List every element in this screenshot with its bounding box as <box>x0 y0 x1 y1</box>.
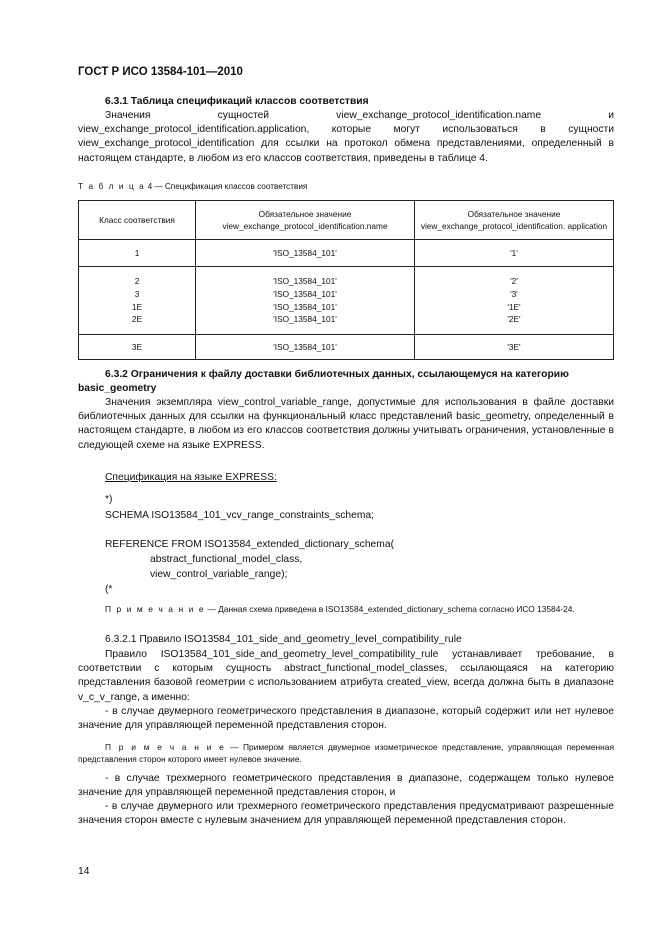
conformance-class-table <box>78 200 614 360</box>
header-application-value <box>415 201 614 240</box>
cell-name: 'ISO_13584_101' <box>273 314 337 325</box>
cell-name: 'ISO_13584_101' <box>273 301 337 312</box>
note-2 <box>78 741 614 765</box>
cell-app: '3' <box>510 288 518 299</box>
express-line: view_control_variable_range); <box>150 569 288 580</box>
cell-class: 2 <box>134 275 140 286</box>
section-6-3-2-paragraph: Значения экземпляра view_control_variable_range, допустимые для использования в файле доставки библиотечных данных для ссылки на функциональный класс представлений basic_geometry, определенный в настоящем стандарте, в любом из его классов соответствия должны учитывать ограничения, установленные в следующей схеме на языке EXPRESS. <box>78 397 614 451</box>
header-conformance-class: Класс соответствия <box>79 201 196 240</box>
section-6-3-2-1-paragraph: Правило ISO13584_101_side_and_geometry_level_compatibility_rule устанавливает требование, в соответствии с которым сущность abstract_functional_model_classes, ссылающаяся на категорию представления базовой геометрии с использованием атрибута created_view, всегда должна быть в диапазоне v_c_v_range, а именно: <box>78 649 614 703</box>
header-name-line1: Обязательное значение <box>258 209 352 219</box>
cell-app-group <box>415 267 614 335</box>
cell-class: 3 <box>134 288 140 299</box>
cell-class: 1 <box>79 240 196 267</box>
cell-name: 'ISO_13584_101' <box>273 275 337 286</box>
table-header-row <box>79 201 614 240</box>
express-line: *) <box>105 494 113 505</box>
header-app-line1: Обязательное значение <box>467 209 561 219</box>
note-label: П р и м е ч а н и е <box>105 742 226 752</box>
cell-name-group <box>196 267 415 335</box>
list-item: - в случае двумерного или трехмерного геометрического представления предусматривают разрешенные значения сторон вместе с нулевым значением для управляющей переменной представления сторон. <box>78 801 614 827</box>
table-row <box>79 335 614 360</box>
document-header: ГОСТ Р ИСО 13584-101—2010 <box>78 66 243 78</box>
header-app-line2: view_exchange_protocol_identification. application <box>420 221 608 231</box>
cell-app: '3E' <box>415 335 614 360</box>
note-text: — Примером является двумерное изометрическое представление, управляющая переменная представления сторон которого имеет нулевое значение. <box>78 742 614 764</box>
page-number: 14 <box>78 866 90 877</box>
note-label: П р и м е ч а н и е <box>105 604 206 614</box>
section-6-3-2-heading-line2: basic_geometry <box>78 383 157 394</box>
cell-app: '1E' <box>507 301 521 312</box>
section-6-3-2-1-heading: 6.3.2.1 Правило ISO13584_101_side_and_geometry_level_compatibility_rule <box>105 634 462 645</box>
note-text: — Данная схема приведена в ISO13584_extended_dictionary_schema согласно ИСО 13584-24. <box>205 604 575 614</box>
table-caption-text: 4 — Спецификация классов соответствия <box>145 182 308 191</box>
section-6-3-1-paragraph: Значения сущностей view_exchange_protocol_identification.name и view_exchange_protocol_identification.application, которые могут использоваться в сущности view_exchange_protocol_identification для ссылки на протокол обмена представлениями, определенный в настоящем стандарте, в любом из его классов соответствия, приведены в таблице 4. <box>78 110 614 164</box>
cell-class: 1E <box>131 301 143 312</box>
list-item: - в случае трехмерного геометрического представления в диапазоне, содержащем только нулевое значение для управляющей переменной представления сторон, и <box>78 773 614 799</box>
list-item: - в случае двумерного геометрического представления в диапазоне, который содержит или нет нулевое значение для управляющей переменной представления сторон. <box>78 706 614 732</box>
header-name-line2: view_exchange_protocol_identification.name <box>222 221 388 231</box>
cell-app: '2E' <box>507 314 521 325</box>
express-line: (* <box>105 584 113 595</box>
cell-class-group <box>79 267 196 335</box>
cell-name: 'ISO_13584_101' <box>273 288 337 299</box>
note-1 <box>78 603 614 615</box>
express-line: abstract_functional_model_class, <box>150 554 303 565</box>
cell-class: 2E <box>131 314 143 325</box>
section-6-3-1-heading: 6.3.1 Таблица спецификаций классов соответствия <box>105 96 369 107</box>
section-6-3-2-heading-line1: 6.3.2 Ограничения к файлу доставки библиотечных данных, ссылающемуся на категорию <box>105 369 569 380</box>
cell-name: 'ISO_13584_101' <box>196 335 415 360</box>
cell-app: '1' <box>415 240 614 267</box>
table-4-caption <box>78 182 307 191</box>
table-row <box>79 240 614 267</box>
header-name-value <box>196 201 415 240</box>
express-line: REFERENCE FROM ISO13584_extended_dictionary_schema( <box>105 539 395 550</box>
table-row <box>79 267 614 335</box>
express-spec-title: Спецификация на языке EXPRESS: <box>105 472 277 483</box>
section-6-3-2-heading <box>78 368 614 382</box>
table-caption-label: Т а б л и ц а <box>78 182 146 191</box>
cell-class: 3E <box>79 335 196 360</box>
cell-name: 'ISO_13584_101' <box>196 240 415 267</box>
express-line: SCHEMA ISO13584_101_vcv_range_constraints_schema; <box>105 510 375 521</box>
cell-app: '2' <box>510 275 518 286</box>
